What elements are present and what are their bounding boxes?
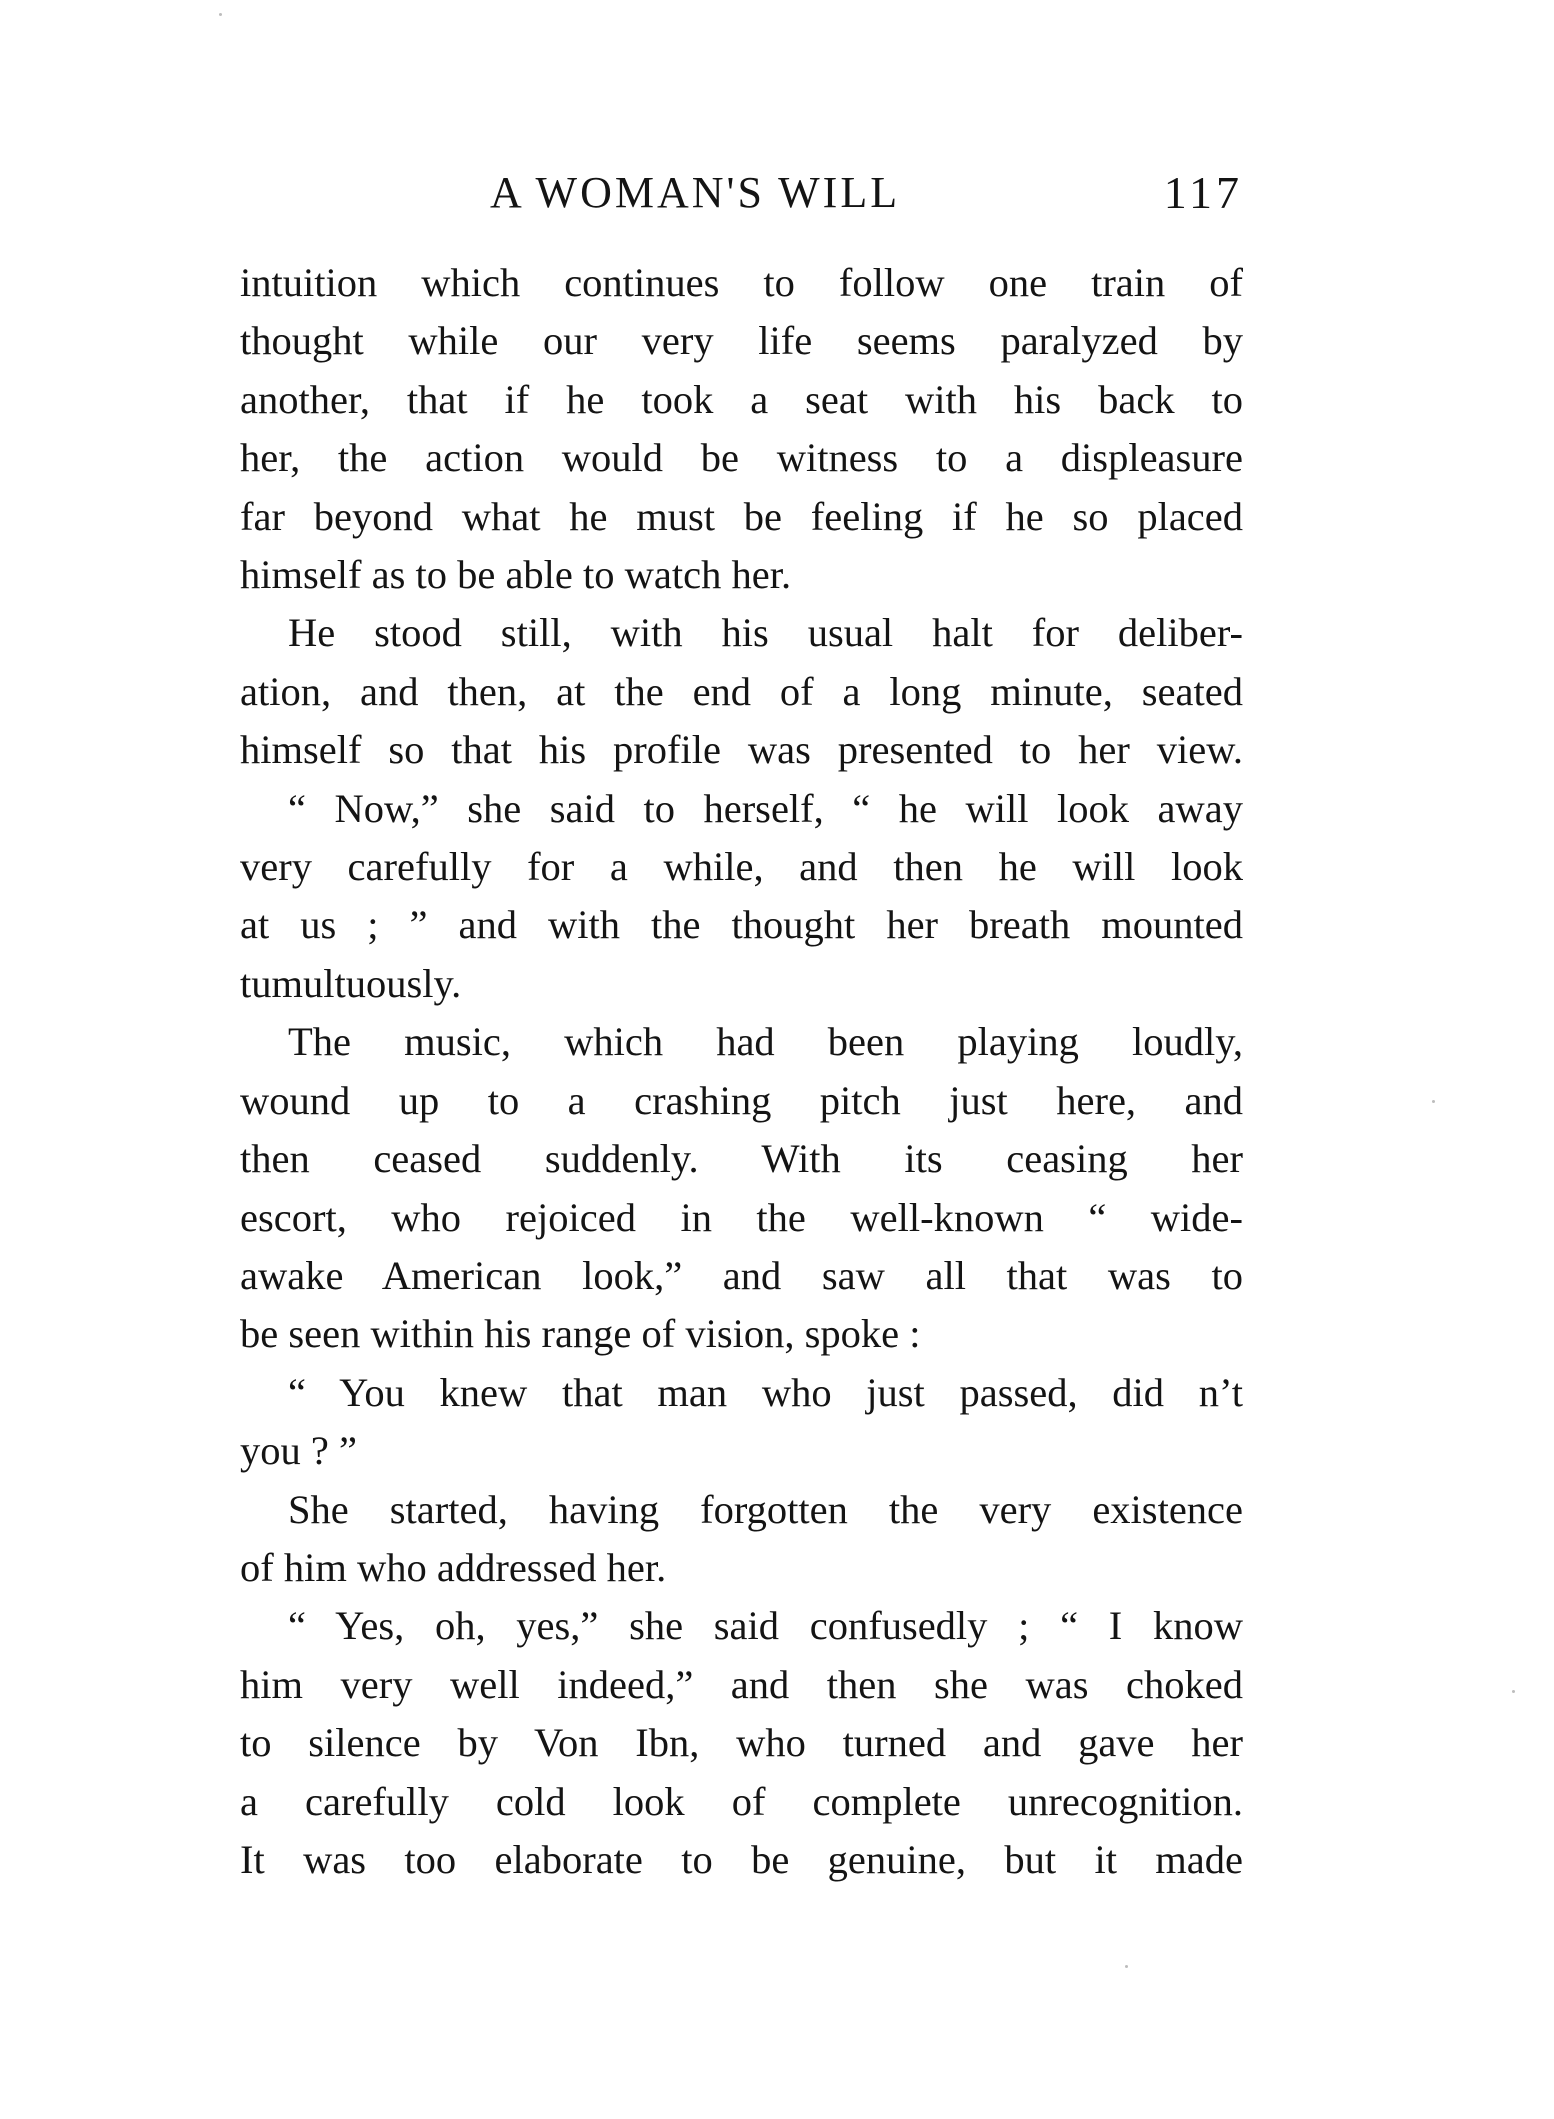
text-line: It was too elaborate to be genuine, but it made: [240, 1836, 1243, 1882]
body-text: [240, 254, 1243, 1889]
text-line: “ Now,” she said to herself, “ he will look away: [288, 785, 1243, 831]
text-line: her, the action would be witness to a displeasure: [240, 435, 1243, 481]
text-line: awake American look,” and saw all that was to: [240, 1252, 1243, 1298]
text-line: then ceased suddenly. With its ceasing her: [240, 1136, 1243, 1182]
text-line: wound up to a crashing pitch just here, and: [240, 1077, 1243, 1123]
text-line: you ? ”: [240, 1428, 357, 1474]
text-line: “ You knew that man who just passed, did n’t: [288, 1369, 1243, 1415]
text-line: himself so that his profile was presented to her view.: [240, 727, 1243, 773]
text-line: be seen within his range of vision, spoke :: [240, 1311, 921, 1357]
text-line: him very well indeed,” and then she was choked: [240, 1661, 1243, 1707]
paragraph: [240, 604, 1243, 779]
text-line: to silence by Von Ibn, who turned and gave her: [240, 1720, 1243, 1766]
text-line: tumultuously.: [240, 960, 462, 1006]
running-head: [240, 163, 1243, 223]
paragraph: [240, 1364, 1243, 1481]
text-line: She started, having forgotten the very existence: [288, 1486, 1243, 1532]
scan-speck: [219, 13, 222, 16]
text-line: a carefully cold look of complete unrecognition.: [240, 1778, 1243, 1824]
scan-speck: [1125, 1965, 1128, 1968]
text-line: He stood still, with his usual halt for deliber-: [288, 610, 1243, 656]
text-line: far beyond what he must be feeling if he so placed: [240, 493, 1243, 539]
text-line: at us ; ” and with the thought her breath mounted: [240, 902, 1243, 948]
paragraph: [240, 1013, 1243, 1363]
text-line: of him who addressed her.: [240, 1544, 667, 1590]
text-line: another, that if he took a seat with his back to: [240, 376, 1243, 422]
scan-speck: [1432, 1100, 1435, 1103]
paragraph: [240, 254, 1243, 604]
paragraph: [240, 1481, 1243, 1598]
text-line: escort, who rejoiced in the well-known “ wide-: [240, 1194, 1243, 1240]
text-line: himself as to be able to watch her.: [240, 552, 792, 598]
text-line: intuition which continues to follow one train of: [240, 260, 1243, 305]
paragraph: [240, 780, 1243, 1014]
running-title: A WOMAN'S WILL: [490, 168, 901, 217]
text-line: The music, which had been playing loudly,: [288, 1019, 1243, 1065]
paragraph: [240, 1597, 1243, 1889]
scan-speck: [1512, 1690, 1515, 1693]
text-line: “ Yes, oh, yes,” she said confusedly ; “ I know: [288, 1603, 1243, 1649]
text-line: very carefully for a while, and then he will look: [240, 844, 1243, 890]
text-line: thought while our very life seems paralyzed by: [240, 318, 1243, 364]
text-line: ation, and then, at the end of a long minute, seated: [240, 668, 1243, 714]
page-number: 117: [1163, 167, 1243, 218]
